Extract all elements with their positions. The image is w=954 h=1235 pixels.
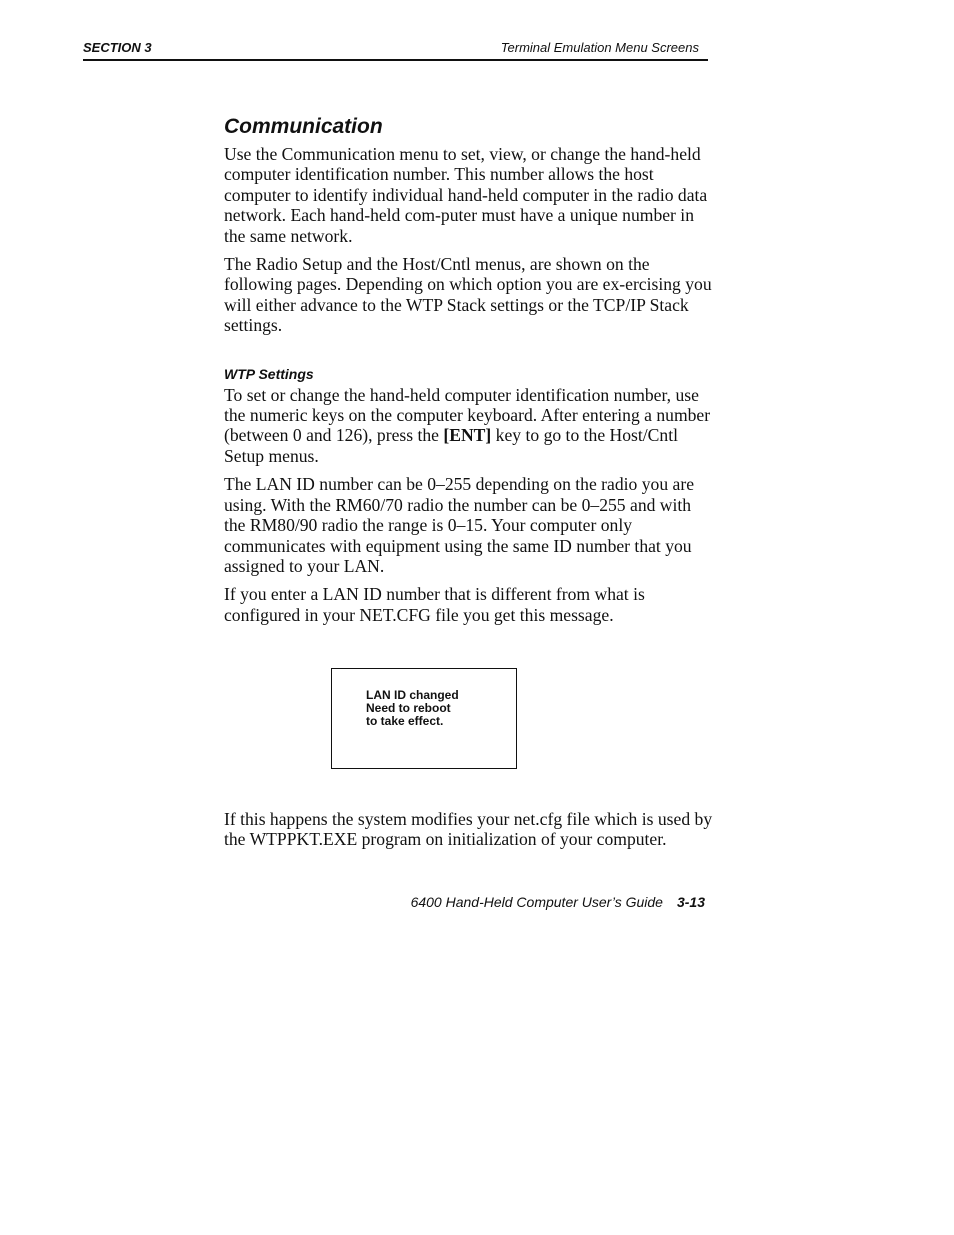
page-header — [83, 39, 708, 61]
intro-paragraph: Use the Communication menu to set, view, or change the hand-held computer identification number. This number allows the host computer to identify individual hand-held computer in the radio data network. Each hand-held com-puter must have a unique number in the same network. — [224, 144, 708, 246]
wtp-paragraph-3: If you enter a LAN ID number that is different from what is configured in your NET.CFG file you get this message. — [224, 584, 645, 625]
ent-key-label: [ENT] — [443, 425, 492, 446]
message-line: LAN ID changed — [366, 688, 459, 702]
message-lines — [366, 689, 459, 728]
subsection-heading: WTP Settings — [224, 365, 314, 382]
message-line: Need to reboot — [366, 701, 451, 715]
menus-paragraph: The Radio Setup and the Host/Cntl menus, are shown on the following pages. Depending on which option you are ex-ercising you will either advance to the WTP Stack settings or the TCP/IP Stack settings. — [224, 254, 712, 336]
wtp-p1-text: To set or change the hand-held computer identification number, use the numeric keys on the computer keyboard. After entering a number (between 0 and 126), press the — [224, 384, 711, 446]
section-heading: Communication — [224, 115, 383, 138]
closing-paragraph: If this happens the system modifies your net.cfg file which is used by the WTPPKT.EXE program on initialization of your computer. — [224, 809, 713, 850]
message-screen — [331, 668, 517, 769]
page-number: 3-13 — [676, 894, 705, 910]
page-footer — [300, 894, 705, 910]
wtp-paragraph-1 — [224, 385, 714, 467]
wtp-p1-text-end: key to go to the Host/Cntl Setup menus. — [224, 425, 678, 466]
header-title: Terminal Emulation Menu Screens — [500, 40, 699, 55]
closing-block — [224, 809, 714, 858]
main-content — [224, 114, 714, 633]
section-label: SECTION 3 — [83, 40, 152, 55]
message-line: to take effect. — [366, 714, 444, 728]
guide-title: 6400 Hand-Held Computer User’s Guide — [410, 894, 663, 910]
wtp-paragraph-2: The LAN ID number can be 0–255 depending on the radio you are using. With the RM60/70 radio the number can be 0–255 and with the RM80/90 radio the range is 0–15. Your computer only communicates with equipment using the same ID number that you assigned to your LAN. — [224, 474, 694, 576]
